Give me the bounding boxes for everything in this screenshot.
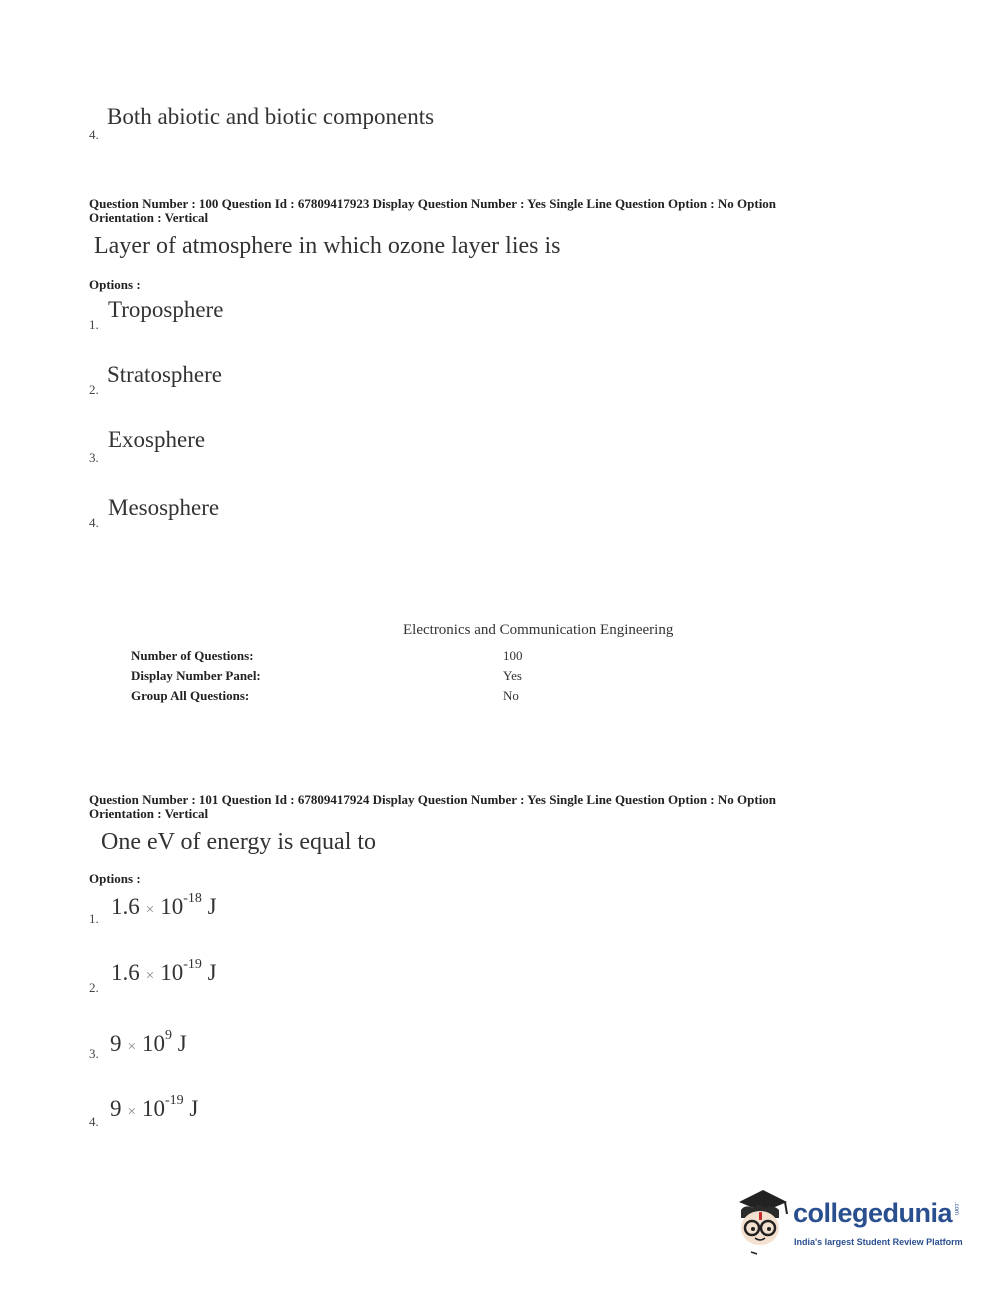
q101-option-4-unit: J xyxy=(189,1096,199,1121)
q100-option-1-number: 1. xyxy=(89,317,99,332)
q101-option-3-exponent: 9 xyxy=(164,1028,172,1043)
section-questions-value: 100 xyxy=(503,648,523,663)
q101-option-1-number: 1. xyxy=(89,911,99,926)
times-sign: × xyxy=(145,968,155,984)
q101-option-1-unit: J xyxy=(207,894,217,919)
q101-option-4-expression xyxy=(110,1093,199,1122)
q101-option-3-base: 10 xyxy=(141,1031,165,1056)
q101-meta-line2: Orientation : Vertical xyxy=(89,806,209,821)
q101-option-2-base: 10 xyxy=(160,960,184,985)
q100-option-3-text: Exosphere xyxy=(108,427,206,452)
logo-tagline: India's largest Student Review Platform xyxy=(794,1237,963,1247)
prev-option-4-number: 4. xyxy=(89,127,99,142)
q100-meta-line1: Question Number : 100 Question Id : 67809417923 Display Question Number : Yes Single Line Question Option : No Option xyxy=(89,196,777,211)
q101-option-3-coefficient: 9 xyxy=(110,1031,122,1056)
logo-wordmark: collegedunia xyxy=(793,1198,953,1228)
q100-option-4-text: Mesosphere xyxy=(108,495,220,520)
q101-option-2-expression xyxy=(111,957,217,986)
q100-metadata xyxy=(89,197,889,225)
logo-suffix: .com xyxy=(953,1202,959,1216)
collegedunia-logo[interactable] xyxy=(733,1188,963,1258)
q100-option-2-number: 2. xyxy=(89,382,99,397)
times-sign: × xyxy=(127,1104,136,1120)
section-panel-label: Display Number Panel: xyxy=(131,668,261,683)
q100-option-1-text: Troposphere xyxy=(108,297,224,322)
q101-option-1-expression xyxy=(111,891,217,920)
section-panel-value: Yes xyxy=(503,668,522,683)
q101-option-2-exponent: -19 xyxy=(183,957,202,972)
q101-option-3-expression xyxy=(110,1028,187,1057)
q101-option-2-coefficient: 1.6 xyxy=(111,960,140,985)
q101-option-3-number: 3. xyxy=(89,1046,99,1061)
q101-option-4-base: 10 xyxy=(141,1096,165,1121)
section-group-label: Group All Questions: xyxy=(131,688,250,703)
q100-option-2-text: Stratosphere xyxy=(107,362,222,387)
q101-option-1-coefficient: 1.6 xyxy=(111,894,140,919)
q101-option-1-base: 10 xyxy=(160,894,184,919)
section-group-value: No xyxy=(503,688,519,703)
times-sign: × xyxy=(127,1039,136,1055)
q101-question-text: One eV of energy is equal to xyxy=(101,829,377,855)
q101-option-4-coefficient: 9 xyxy=(110,1096,122,1121)
q101-option-3-unit: J xyxy=(177,1031,187,1056)
q101-option-4-number: 4. xyxy=(89,1114,99,1129)
q101-option-2-unit: J xyxy=(207,960,217,985)
q101-option-4-exponent: -19 xyxy=(164,1093,184,1108)
section-questions-label: Number of Questions: xyxy=(131,648,254,663)
q101-option-1-exponent: -18 xyxy=(183,891,202,906)
q101-metadata xyxy=(89,793,889,821)
prev-option-4-text: Both abiotic and biotic components xyxy=(107,104,435,129)
q100-option-4-number: 4. xyxy=(89,515,99,530)
q100-question-text: Layer of atmosphere in which ozone layer lies is xyxy=(94,233,561,259)
times-sign: × xyxy=(145,902,155,918)
mascot-icon xyxy=(733,1188,791,1256)
q100-options-label: Options : xyxy=(89,277,141,292)
q101-options-label: Options : xyxy=(89,871,141,886)
q101-meta-line1: Question Number : 101 Question Id : 67809417924 Display Question Number : Yes Single Line Question Option : No Option xyxy=(89,792,777,807)
q101-option-2-number: 2. xyxy=(89,980,99,995)
q100-meta-line2: Orientation : Vertical xyxy=(89,210,209,225)
section-title: Electronics and Communication Engineering xyxy=(403,622,674,638)
q100-option-3-number: 3. xyxy=(89,450,99,465)
